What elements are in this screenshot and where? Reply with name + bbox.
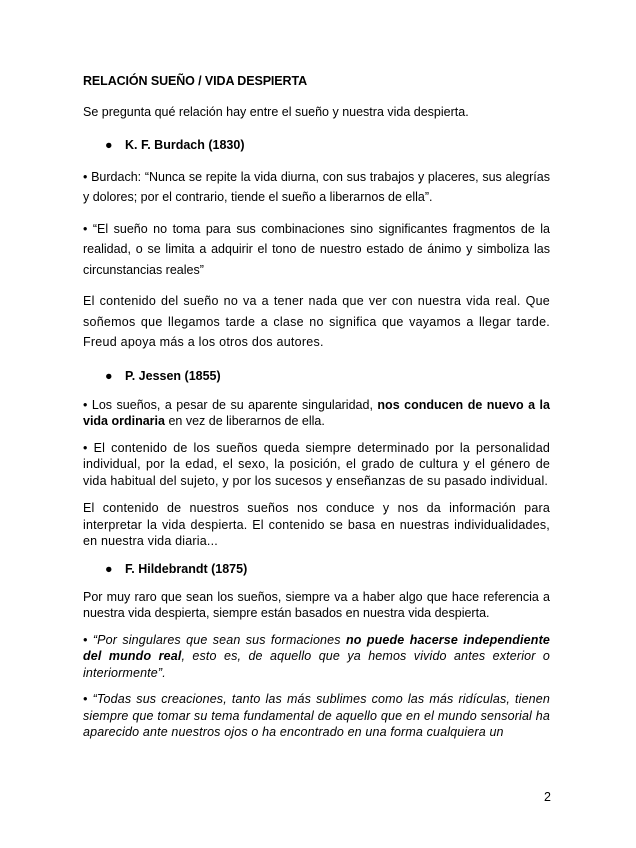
burdach-paragraph-1: • Burdach: “Nunca se repite la vida diurna, con sus trabajos y placeres, sus alegrías y dolores; por el contrario, tiende el sueño a liberarnos de ella”.	[83, 169, 550, 204]
hildebrandt-paragraph-1: Por muy raro que sean los sueños, siempre va a haber algo que hace referencia a nuestra vida despierta, siempre están basados en nuestra vida despierta.	[83, 589, 550, 620]
jessen-p1-start: • Los sueños, a pesar de su aparente singularidad,	[83, 397, 378, 412]
burdach-heading	[105, 138, 550, 152]
jessen-p1-end: en vez de liberarnos de ella.	[164, 414, 325, 428]
hildebrandt-paragraph-2	[83, 632, 550, 682]
hildebrandt-p2-end: , esto es, de aquello que ya hemos vivido antes exterior o interiormente”.	[83, 649, 550, 680]
intro-paragraph: Se pregunta qué relación hay entre el sueño y nuestra vida despierta.	[83, 105, 469, 119]
jessen-paragraph-1	[83, 397, 550, 430]
jessen-p1-emphasis: nos conducen de nuevo a la vida ordinaria	[83, 397, 550, 428]
bullet-icon: ●	[105, 137, 113, 152]
bullet-icon: ●	[105, 561, 113, 576]
hildebrandt-p2-emphasis: no puede hacerse independiente del mundo real	[83, 632, 550, 663]
hildebrandt-paragraph-3: • “Todas sus creaciones, tanto las más sublimes como las más ridículas, tienen siempre que tomar su tema fundamental de aquello que en el mundo sensorial ha aparecido ante nuestros ojos o ha encontrado en una forma cualquiera un	[83, 692, 550, 739]
burdach-heading-label: K. F. Burdach (1830)	[125, 137, 245, 152]
jessen-heading	[105, 369, 550, 383]
hildebrandt-heading	[105, 562, 550, 576]
jessen-paragraph-3: El contenido de nuestros sueños nos conduce y nos da información para interpretar la vida despierta. El contenido se basa en nuestras individualidades, en nuestra vida diaria...	[83, 501, 550, 548]
burdach-paragraph-2: • “El sueño no toma para sus combinaciones sino significantes fragmentos de la realidad, o se limita a adquirir el tono de nuestro estado de ánimo y simboliza las circunstancias reales”	[83, 221, 550, 277]
page-number: 2	[544, 790, 551, 804]
hildebrandt-heading-label: F. Hildebrandt (1875)	[125, 561, 248, 576]
bullet-icon: ●	[105, 368, 113, 383]
jessen-heading-label: P. Jessen (1855)	[125, 368, 221, 383]
jessen-paragraph-2: • El contenido de los sueños queda siempre determinado por la personalidad individual, por la edad, el sexo, la posición, el grado de cultura y el género de vida habitual del sujeto, y por los sucesos y enseñanzas de su pasado individual.	[83, 440, 550, 488]
section-title: RELACIÓN SUEÑO / VIDA DESPIERTA	[83, 74, 308, 88]
document-page	[83, 74, 550, 741]
burdach-paragraph-3: El contenido del sueño no va a tener nada que ver con nuestra vida real. Que soñemos que llegamos tarde a clase no significa que vayamos a llegar tarde. Freud apoya más a los otros dos autores.	[83, 294, 550, 349]
hildebrandt-p2-start: • “Por singulares que sean sus formaciones	[83, 632, 346, 647]
